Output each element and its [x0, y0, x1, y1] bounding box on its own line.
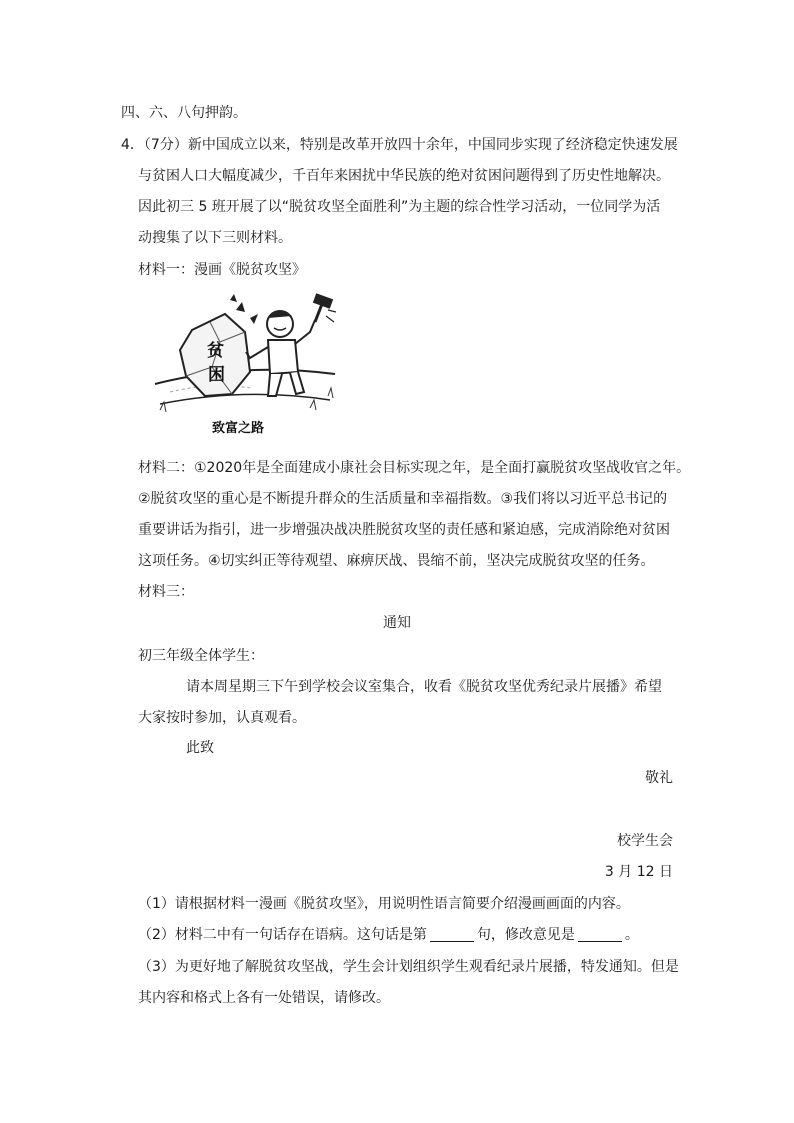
notice-body: 请本周星期三下午到学校会议室集合，收看《脱贫攻坚优秀纪录片展播》希望	[186, 679, 662, 695]
prev-line: 四、六、八句押韵。	[121, 105, 247, 121]
material2-line: 材料二：①2020年是全面建成小康社会目标实现之年，是全面打赢脱贫攻坚战收官之年。	[138, 460, 691, 476]
notice-closing: 敬礼	[645, 770, 673, 786]
question-lead: 4．（7分）新中国成立以来，特别是改革开放四十余年，中国同步实现了经济稳定快速发展	[121, 137, 678, 153]
road-lower-edge	[160, 394, 330, 404]
subquestion-2-text: 句，修改意见是	[476, 927, 575, 943]
question-line: 因此初三 5 班开展了以“脱贫攻坚全面胜利”为主题的综合性学习活动，一位同学为活	[138, 199, 661, 215]
rock-text-poverty-2: 困	[208, 365, 225, 385]
notice-title: 通知	[383, 615, 411, 631]
material2-line: 这项任务。④切实纠正等待观望、麻痹厌战、畏缩不前，坚决完成脱贫攻坚的任务。	[138, 553, 655, 569]
subquestion-1: （1）请根据材料一漫画《脱贫攻坚》，用说明性语言简要介绍漫画画面的内容。	[138, 896, 630, 912]
worker-figure	[246, 311, 315, 396]
question-line: 动搜集了以下三则材料。	[138, 230, 292, 246]
rock-text-poverty-1: 贫	[207, 341, 224, 361]
subquestion-2-text: 。	[624, 927, 639, 943]
material2-line: 重要讲话为指引，进一步增强决战决胜脱贫攻坚的责任感和紧迫感，完成消除绝对贫困	[138, 522, 670, 538]
material3-label: 材料三：	[138, 584, 194, 600]
notice-date: 3 月 12 日	[604, 864, 673, 880]
question-line: 与贫困人口大幅度减少，千百年来困扰中华民族的绝对贫困问题得到了历史性地解决。	[138, 168, 670, 184]
answer-blank[interactable]	[578, 927, 622, 942]
subquestion-3: 其内容和格式上各有一处错误，请修改。	[138, 990, 390, 1006]
notice-body: 大家按时参加，认真观看。	[138, 710, 306, 726]
cartoon-image	[150, 292, 340, 440]
subquestion-2	[138, 925, 639, 945]
notice-closing: 此致	[186, 740, 214, 756]
notice-addressee: 初三年级全体学生：	[138, 648, 264, 664]
answer-blank[interactable]	[430, 927, 474, 942]
hammer-icon	[313, 293, 333, 322]
road-label: 致富之路	[212, 421, 265, 436]
material1-label: 材料一：漫画《脱贫攻坚》	[138, 262, 306, 278]
material2-line: ②脱贫攻坚的重心是不断提升群众的生活质量和幸福指数。③我们将以习近平总书记的	[138, 491, 668, 507]
subquestion-2-text: （2）材料二中有一句话存在语病。这句话是第	[138, 927, 427, 943]
subquestion-3: （3）为更好地了解脱贫攻坚战，学生会计划组织学生观看纪录片展播，特发通知。但是	[138, 959, 679, 975]
notice-signer: 校学生会	[617, 833, 673, 849]
